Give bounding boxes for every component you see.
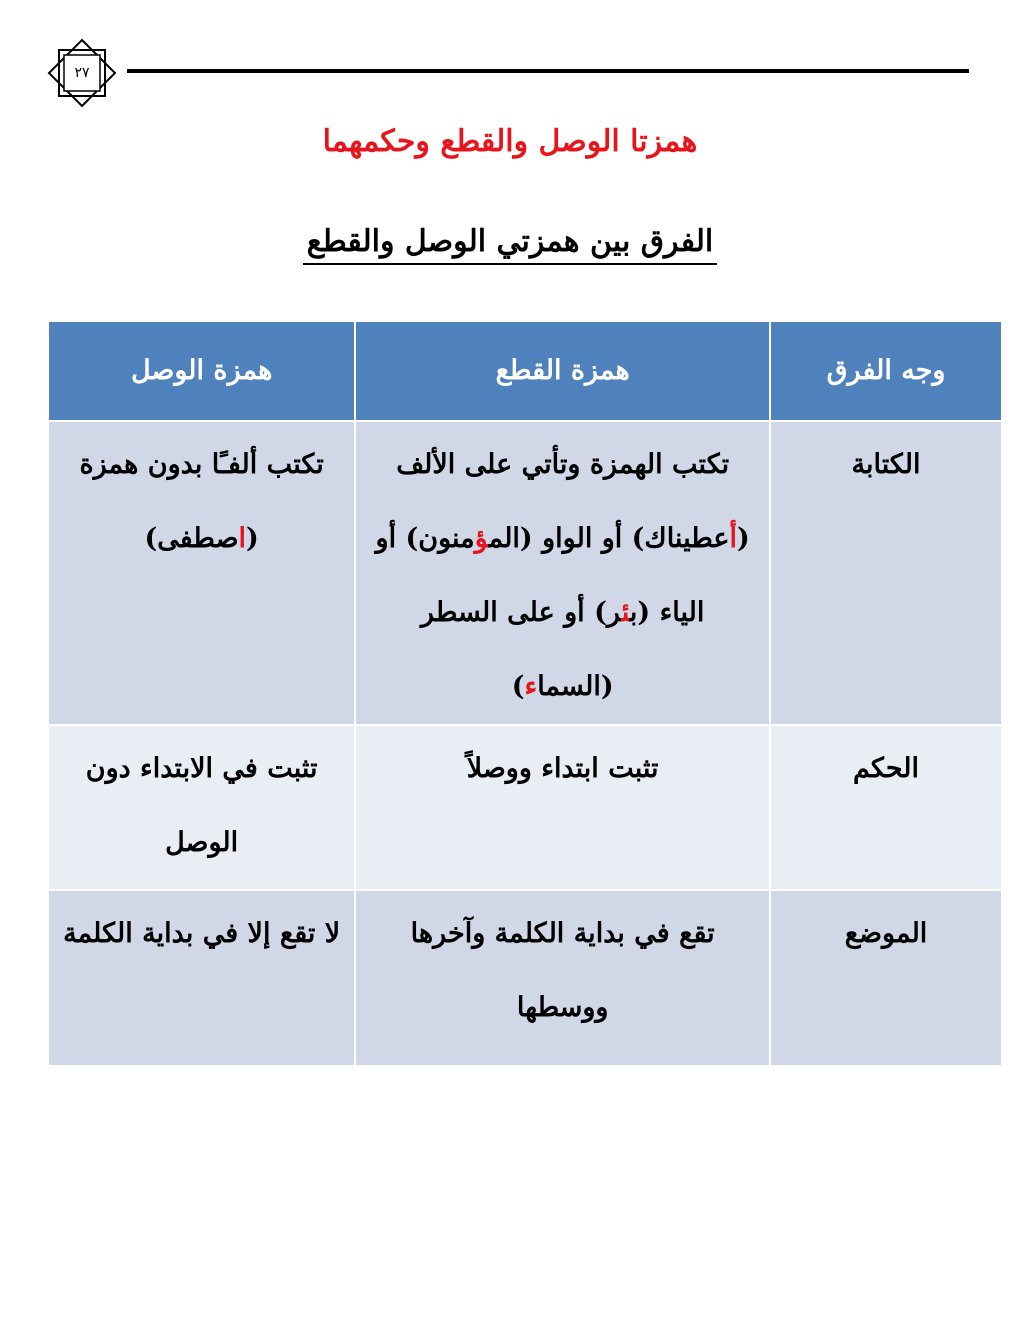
- highlight-alif: ا: [238, 523, 247, 554]
- subtitle-wrap: [0, 224, 1020, 265]
- text-fragment: ): [511, 671, 525, 702]
- highlight-hamza: ء: [524, 671, 538, 702]
- text-fragment: عطيناك) أو الواو (الم: [488, 523, 730, 554]
- text-fragment: منون) أو: [375, 523, 475, 554]
- header-rule: [127, 69, 969, 73]
- cell-line: [366, 502, 759, 576]
- text-fragment: (: [737, 523, 750, 554]
- cell-wasl: لا تقع إلا في بداية الكلمة: [48, 890, 355, 1066]
- cell-aspect: الحكم: [770, 725, 1002, 890]
- cell-wasl: [48, 421, 355, 725]
- cell-qat: تقع في بداية الكلمة وآخرها ووسطها: [355, 890, 770, 1066]
- table-header-row: [48, 321, 1002, 421]
- table-row: [48, 725, 1002, 890]
- text-fragment: صطفى): [144, 523, 239, 554]
- page-number-badge: [47, 38, 117, 108]
- page-number: ٢٧: [74, 65, 90, 81]
- highlight-hamza: ؤ: [474, 523, 489, 554]
- cell-aspect: الكتابة: [770, 421, 1002, 725]
- cell-wasl: تثبت في الابتداء دون الوصل: [48, 725, 355, 890]
- header-qat: همزة القطع: [355, 321, 770, 421]
- text-fragment: ر) أو على السطر (السما: [420, 597, 622, 702]
- text-fragment: (: [246, 523, 259, 554]
- cell-line: تكتب الهمزة وتأتي على الألف: [396, 449, 730, 480]
- cell-qat: [355, 421, 770, 725]
- table-row: [48, 421, 1002, 725]
- header-aspect: وجه الفرق: [770, 321, 1002, 421]
- page-title: همزتا الوصل والقطع وحكمهما: [322, 124, 698, 159]
- page-subtitle: الفرق بين همزتي الوصل والقطع: [303, 224, 717, 265]
- comparison-table: [47, 320, 1003, 1067]
- highlight-hamza: أ: [729, 523, 737, 554]
- highlight-hamza: ئ: [621, 597, 630, 628]
- cell-line: [59, 502, 344, 576]
- cell-qat: تثبت ابتداء ووصلاً: [355, 725, 770, 890]
- cell-line: تكتب ألفـًا بدون همزة: [79, 449, 324, 480]
- table-row: [48, 890, 1002, 1066]
- cell-line: [366, 576, 759, 724]
- text-fragment: الياء (ب: [629, 597, 705, 628]
- header-wasl: همزة الوصل: [48, 321, 355, 421]
- cell-aspect: الموضع: [770, 890, 1002, 1066]
